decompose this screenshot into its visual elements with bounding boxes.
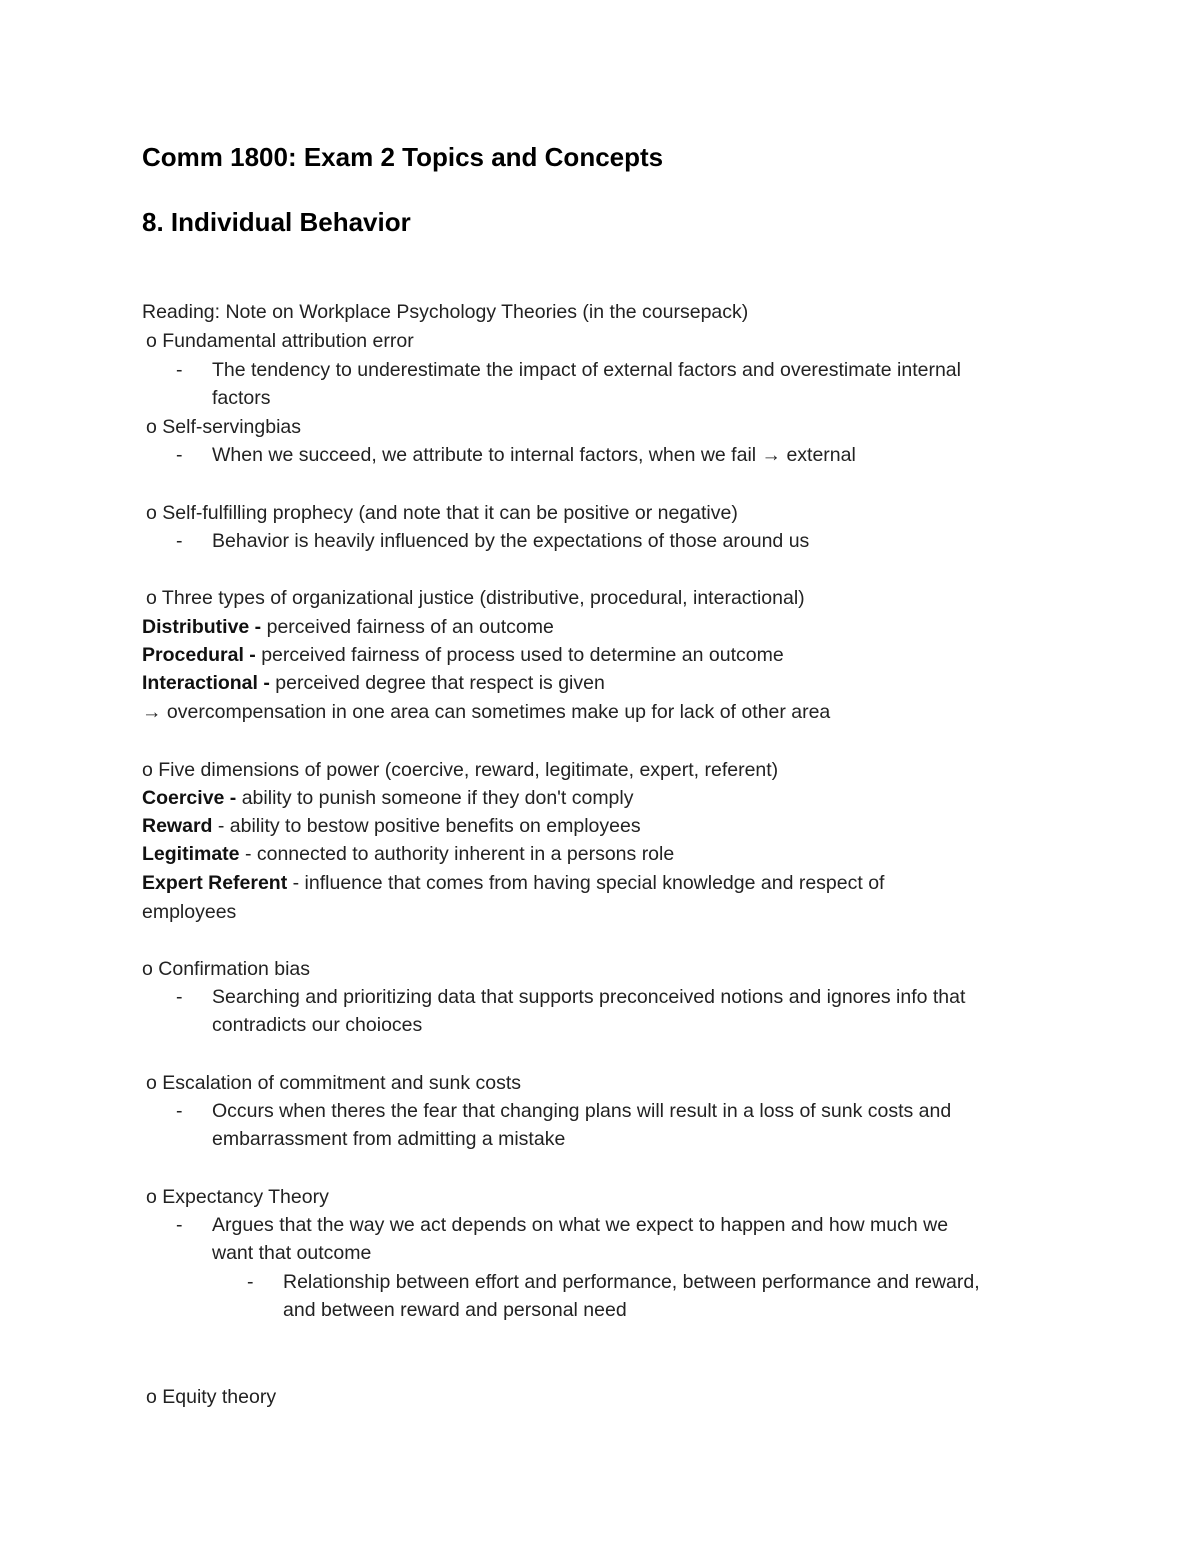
topic-heading: o Fundamental attribution error <box>146 330 414 352</box>
definition-line <box>142 812 641 840</box>
topic-heading: o Escalation of commitment and sunk costs <box>146 1072 522 1094</box>
definition-line <box>142 641 784 669</box>
term: Procedural - <box>142 644 256 666</box>
topic-heading: o Five dimensions of power (coercive, reward, legitimate, expert, referent) <box>142 759 779 781</box>
term: Expert Referent <box>142 872 288 894</box>
definition: perceived fairness of process used to determine an outcome <box>255 644 784 666</box>
definition: - influence that comes from having special knowledge and respect of <box>287 872 885 894</box>
definition-line <box>142 869 884 897</box>
topic-heading: o Three types of organizational justice (distributive, procedural, interactional) <box>146 587 805 609</box>
term: Interactional - <box>142 672 270 694</box>
note-line: → overcompensation in one area can sometimes make up for lack of other area <box>142 701 831 723</box>
bullet-text: factors <box>212 387 271 409</box>
reading-line: Reading: Note on Workplace Psychology Theories (in the coursepack) <box>142 301 749 323</box>
term: Distributive - <box>142 616 262 638</box>
bullet-dash: - <box>176 359 183 381</box>
definition-line <box>142 669 605 697</box>
topic-heading: o Self-servingbias <box>146 416 301 438</box>
bullet-dash: - <box>176 1214 183 1236</box>
bullet-text: Occurs when theres the fear that changing plans will result in a loss of sunk costs and <box>212 1100 952 1122</box>
definition-continuation: employees <box>142 901 237 923</box>
definition: - ability to bestow positive benefits on employees <box>212 815 641 837</box>
bullet-text: The tendency to underestimate the impact of external factors and overestimate internal <box>212 359 961 381</box>
bullet-dash: - <box>176 1100 183 1122</box>
bullet-text: want that outcome <box>212 1242 372 1264</box>
term: Legitimate <box>142 843 240 865</box>
topic-heading: o Equity theory <box>146 1386 277 1408</box>
bullet-text: When we succeed, we attribute to internal factors, when we fail → external <box>212 444 856 466</box>
bullet-dash: - <box>247 1271 254 1293</box>
topic-heading: o Expectancy Theory <box>146 1186 329 1208</box>
definition: - connected to authority inherent in a persons role <box>239 843 675 865</box>
term: Coercive - <box>142 787 237 809</box>
definition: perceived fairness of an outcome <box>261 616 554 638</box>
section-heading: 8. Individual Behavior <box>142 207 411 237</box>
bullet-dash: - <box>176 530 183 552</box>
term: Reward <box>142 815 213 837</box>
definition-line <box>142 840 674 868</box>
bullet-text: embarrassment from admitting a mistake <box>212 1128 566 1150</box>
sub-bullet-text: and between reward and personal need <box>283 1299 627 1321</box>
document-title: Comm 1800: Exam 2 Topics and Concepts <box>142 142 664 172</box>
bullet-dash: - <box>176 444 183 466</box>
bullet-dash: - <box>176 986 183 1008</box>
bullet-text: Argues that the way we act depends on what we expect to happen and how much we <box>212 1214 949 1236</box>
definition: perceived degree that respect is given <box>269 672 605 694</box>
definition-line <box>142 613 554 641</box>
sub-bullet-text: Relationship between effort and performance, between performance and reward, <box>283 1271 980 1293</box>
bullet-text: Searching and prioritizing data that supports preconceived notions and ignores info that <box>212 986 966 1008</box>
bullet-text: Behavior is heavily influenced by the expectations of those around us <box>212 530 810 552</box>
topic-heading: o Self-fulfilling prophecy (and note that it can be positive or negative) <box>146 502 738 524</box>
bullet-text: contradicts our choioces <box>212 1014 423 1036</box>
definition-line <box>142 784 634 812</box>
topic-heading: o Confirmation bias <box>142 958 310 980</box>
definition: ability to punish someone if they don't comply <box>236 787 634 809</box>
